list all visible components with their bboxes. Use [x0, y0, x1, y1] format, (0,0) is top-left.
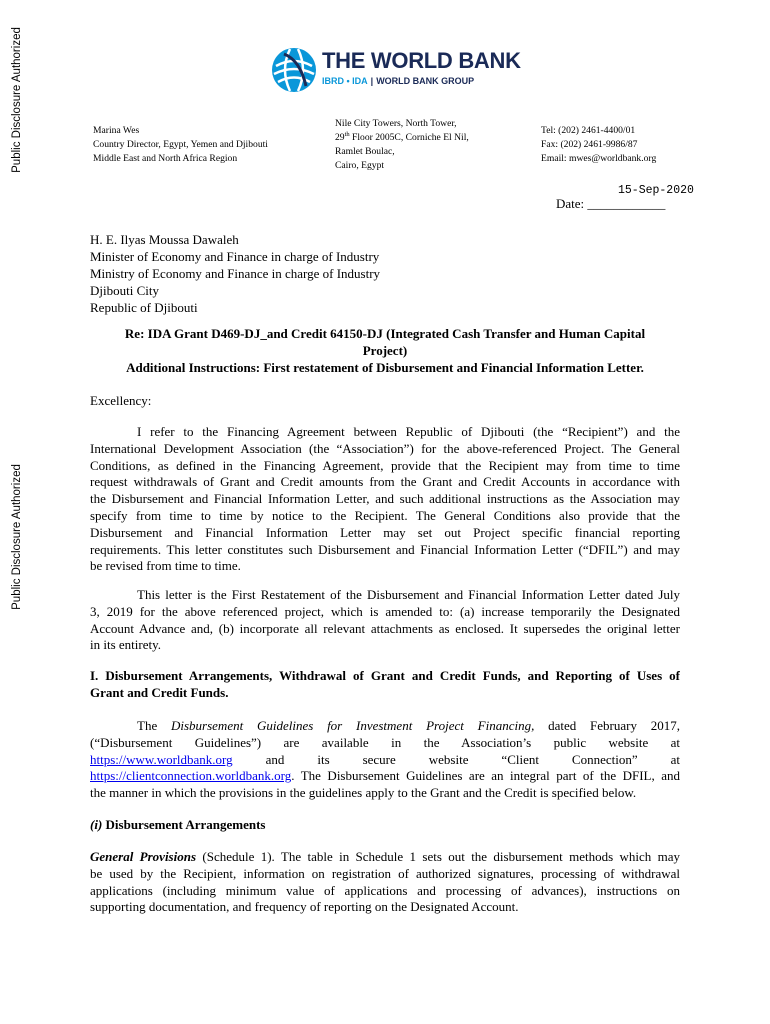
logo-group: WORLD BANK GROUP — [376, 76, 475, 86]
logo-ibrd-ida: IBRD • IDA — [322, 76, 368, 86]
date-label: Date: ____________ — [556, 196, 666, 211]
text-line: Account Advance and, (b) incorporate all relevant attachments as enclosed. It supersedes the original letter — [90, 620, 680, 636]
text-line: Conditions, as defined in the Financing Agreement, provide that the Recipient may from time to time — [90, 457, 680, 473]
subsection-heading: (i) Disbursement Arrangements — [90, 817, 266, 832]
address-line: Ramlet Boulac, — [335, 146, 395, 157]
paragraph-general-provisions — [90, 849, 680, 916]
text-line: applications (including minimum value of applications and processing of advances), instructions on — [90, 882, 680, 898]
subject-line: Additional Instructions: First restatement of Disbursement and Financial Information Letter. — [126, 360, 644, 375]
sender-name: Marina Wes — [93, 125, 140, 136]
text-line: supporting documentation, and frequency of reporting on the Designated Account. — [90, 899, 519, 915]
text-line: Disbursement and Financial Information Letter may set out Project specific financial reporting — [90, 524, 680, 540]
addressee-line: H. E. Ilyas Moussa Dawaleh — [90, 232, 239, 247]
text-line: I. Disbursement Arrangements, Withdrawal of Grant and Credit Funds, and Reporting of Uses of — [90, 668, 680, 683]
contact-email: Email: mwes@worldbank.org — [541, 153, 657, 164]
text-line: the manner in which the provisions in the guidelines apply to the Grant and the Credit is specified below. — [90, 785, 637, 801]
text-line: https://www.worldbank.org and its secure website “Client Connection” at — [90, 751, 680, 767]
text-line: Grant and Credit Funds. — [90, 684, 229, 700]
contact-fax: Fax: (202) 2461-9986/87 — [541, 139, 638, 150]
logo-separator: | — [370, 76, 374, 86]
text-line: the Disbursement and Financial Information Letter, and such additional instructions as the Association may — [90, 491, 680, 507]
text-line: specify from time to time by notice to the Recipient. The General Conditions also provide that the — [90, 507, 680, 523]
text-line: https://clientconnection.worldbank.org. The Disbursement Guidelines are an integral part of the DFIL, and — [90, 768, 680, 784]
address-line: Cairo, Egypt — [335, 160, 385, 171]
subject-line: Project) — [362, 343, 408, 358]
text-line: General Provisions (Schedule 1). The table in Schedule 1 sets out the disbursement methods which may — [90, 849, 680, 864]
text-line: in its entirety. — [90, 637, 162, 653]
address-line: Nile City Towers, North Tower, — [335, 118, 457, 129]
contact-tel: Tel: (202) 2461-4400/01 — [541, 125, 636, 136]
world-bank-logo — [270, 46, 521, 94]
addressee-line: Djibouti City — [90, 283, 159, 298]
addressee-line: Minister of Economy and Finance in charge of Industry — [90, 249, 380, 264]
disclosure-label-middle: Public Disclosure Authorized — [11, 464, 23, 610]
text-line: This letter is the First Restatement of the Disbursement and Financial Information Letter dated July — [137, 587, 680, 602]
sender-region: Middle East and North Africa Region — [93, 153, 238, 164]
date-stamp: 15-Sep-2020 — [618, 184, 694, 197]
greeting: Excellency: — [90, 393, 152, 408]
office-address — [335, 117, 469, 173]
logo-wordmark: THE WORLD BANK — [322, 48, 521, 73]
text-line: I refer to the Financing Agreement between Republic of Djibouti (the “Recipient”) and the — [137, 424, 680, 439]
paragraph-guidelines — [90, 718, 680, 802]
addressee-line: Republic of Djibouti — [90, 300, 198, 315]
subject-line: Re: IDA Grant D469-DJ_and Credit 64150-DJ (Integrated Cash Transfer and Human Capital — [124, 326, 646, 341]
sender-title: Country Director, Egypt, Yemen and Djibouti — [93, 139, 268, 150]
text-line: (“Disbursement Guidelines”) are available in the Association’s public website at — [90, 734, 680, 750]
paragraph-restatement — [90, 587, 680, 654]
addressee-block — [90, 231, 680, 316]
text-line: be used by the Recipient, information on registration of authorized signatures, processing of withdrawal — [90, 865, 680, 881]
text-line: The Disbursement Guidelines for Investment Project Financing, dated February 2017, — [137, 718, 680, 733]
text-line: be revised from time to time. — [90, 558, 241, 574]
contact-block — [541, 124, 656, 166]
section-heading — [90, 668, 680, 702]
text-line: requirements. This letter constitutes such Disbursement and Financial Information Letter (“DFIL”) and may — [90, 541, 680, 557]
paragraph-intro — [90, 424, 680, 575]
addressee-line: Ministry of Economy and Finance in charge of Industry — [90, 266, 381, 281]
text-line: request withdrawals of Grant and Credit amounts from the Grant and Credit Accounts in accordance with — [90, 474, 680, 490]
globe-icon — [270, 46, 318, 94]
clientconnection-link[interactable]: https://clientconnection.worldbank.org — [90, 768, 292, 784]
address-line: 29th Floor 2005C, Corniche El Nil, — [335, 130, 469, 143]
sender-block — [93, 124, 268, 166]
worldbank-link[interactable]: https://www.worldbank.org — [90, 751, 233, 767]
text-line: 3, 2019 for the above referenced project, which is amended to: (a) increase temporarily the Designated — [90, 603, 680, 619]
disclosure-label-top: Public Disclosure Authorized — [11, 27, 23, 173]
subject-heading — [90, 325, 680, 376]
text-line: International Development Association (the “Association”) for the above-referenced Project. The General — [90, 440, 680, 456]
logo-subline — [322, 76, 474, 86]
